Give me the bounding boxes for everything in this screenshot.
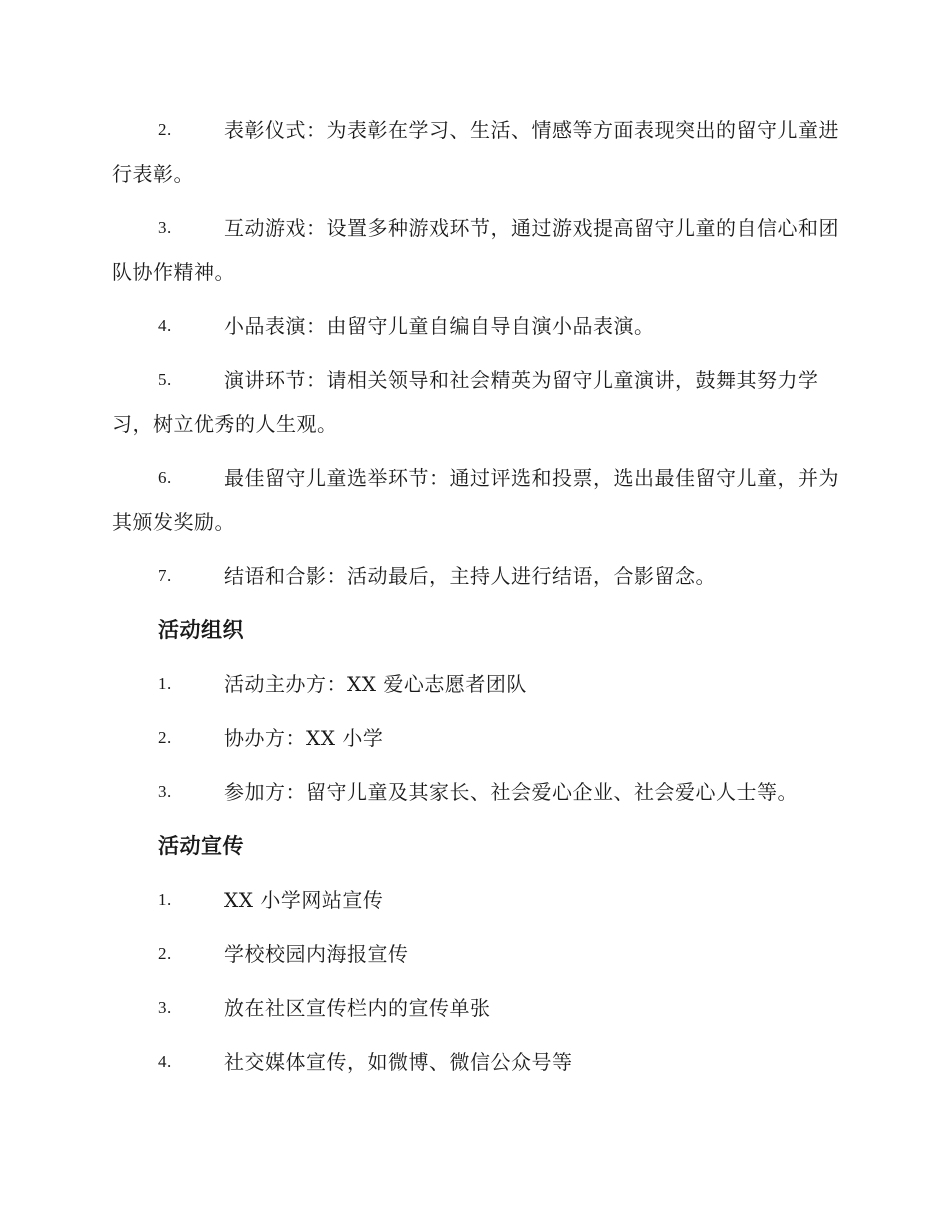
list-text: 演讲环节：请相关领导和社会精英为留守儿童演讲，鼓舞其努力学习，树立优秀的人生观。: [112, 368, 819, 436]
list-item: [112, 662, 840, 706]
list-item: [112, 1040, 840, 1084]
list-item: [112, 986, 840, 1030]
list-number: 3.: [158, 218, 172, 237]
list-item: [112, 770, 840, 814]
list-text: 学校校园内海报宣传: [224, 942, 409, 966]
list-item: [112, 206, 840, 294]
list-item: [112, 358, 840, 446]
section-heading-publicity: 活动宣传: [158, 833, 244, 858]
list-number: 1.: [158, 890, 172, 909]
list-text: 最佳留守儿童选举环节：通过评选和投票，选出最佳留守儿童，并为其颁发奖励。: [112, 466, 839, 534]
section-heading-organization: 活动组织: [158, 617, 244, 642]
list-number: 7.: [158, 566, 172, 585]
list-text: 社交媒体宣传，如微博、微信公众号等: [224, 1050, 573, 1074]
list-number: 3.: [158, 998, 172, 1017]
list-item: [112, 932, 840, 976]
list-item: [112, 108, 840, 196]
list-number: 5.: [158, 370, 172, 389]
list-number: 4.: [158, 1052, 172, 1071]
list-number: 2.: [158, 120, 172, 139]
list-number: 6.: [158, 468, 172, 487]
list-number: 1.: [158, 674, 172, 693]
list-number: 4.: [158, 316, 172, 335]
list-number: 3.: [158, 782, 172, 801]
list-item: [112, 304, 840, 348]
list-item: [112, 456, 840, 544]
list-text: 表彰仪式：为表彰在学习、生活、情感等方面表现突出的留守儿童进行表彰。: [112, 118, 839, 186]
list-text: 放在社区宣传栏内的宣传单张: [224, 996, 491, 1020]
list-text: XX 小学网站宣传: [224, 888, 384, 912]
list-item: [112, 878, 840, 922]
list-number: 2.: [158, 944, 172, 963]
list-text: 小品表演：由留守儿童自编自导自演小品表演。: [224, 314, 655, 338]
list-text: 活动主办方：XX 爱心志愿者团队: [224, 672, 527, 696]
list-text: 结语和合影：活动最后，主持人进行结语，合影留念。: [224, 564, 716, 588]
list-item: [112, 716, 840, 760]
list-text: 协办方：XX 小学: [224, 726, 384, 750]
list-number: 2.: [158, 728, 172, 747]
list-text: 参加方：留守儿童及其家长、社会爱心企业、社会爱心人士等。: [224, 780, 798, 804]
list-text: 互动游戏：设置多种游戏环节，通过游戏提高留守儿童的自信心和团队协作精神。: [112, 216, 839, 284]
list-item: [112, 554, 840, 598]
